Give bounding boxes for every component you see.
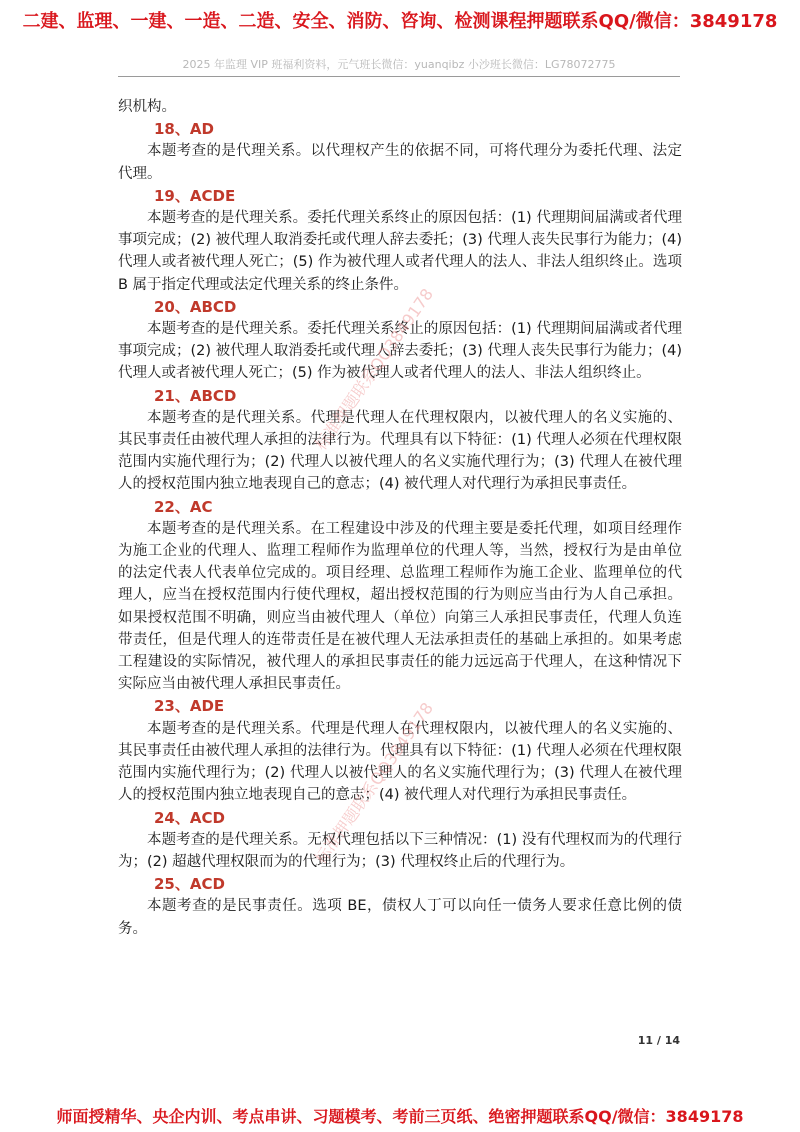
answer-heading: 20、ABCD bbox=[154, 297, 237, 316]
explanation-paragraph: 本题考查的是代理关系。以代理权产生的依据不同，可将代理分为委托代理、法定代理。 bbox=[118, 143, 682, 182]
answer-heading: 19、ACDE bbox=[154, 186, 236, 205]
explanation-paragraph: 织机构。 bbox=[118, 99, 176, 115]
explanation-paragraph: 本题考查的是代理关系。在工程建设中涉及的代理主要是委托代理，如项目经理作为施工企业的代理人、监理工程师作为监理单位的代理人等，当然，授权行为是由单位的法定代表人代表单位完成的。项目经理、总监理工程师作为施工企业、监理单位的代理人，应当在授权范围内行使代理权，超出授权范围的行为则应当由行为人自己承担。如果授权范围不明确，则应当由被代理人（单位）向第三人承担民事责任，代理人负连带责任，但是代理人的连带责任是在被代理人无法承担责任的基础上承担的。如果考虑工程建设的实际情况，被代理人的承担民事责任的能力远远高于代理人，在这种情况下实际应当由被代理人承担民事责任。 bbox=[118, 520, 682, 693]
top-promo-banner: 二建、监理、一建、一造、二造、安全、消防、咨询、检测课程押题联系QQ/微信：3849178 bbox=[22, 11, 778, 32]
explanation-paragraph: 本题考查的是代理关系。无权代理包括以下三种情况：(1) 没有代理权而为的代理行为；(2) 超越代理权限而为的代理行为；(3) 代理权终止后的代理行为。 bbox=[118, 831, 682, 870]
answer-heading: 24、ACD bbox=[154, 808, 225, 827]
answer-heading: 23、ADE bbox=[154, 697, 225, 716]
page-header-text: 2025 年监理 VIP 班福利资料，元气班长微信：yuanqibz 小沙班长微信：LG78072775 bbox=[182, 58, 616, 71]
answer-heading: 18、AD bbox=[154, 120, 214, 139]
explanation-paragraph: 本题考查的是代理关系。委托代理关系终止的原因包括：(1) 代理期间届满或者代理事项完成；(2) 被代理人取消委托或代理人辞去委托；(3) 代理人丧失民事行为能力；(4) 代理人或者被代理人死亡；(5) 作为被代理人或者代理人的法人、非法人组织终止。选项 B 属于指定代理或法定代理关系的终止条件。 bbox=[118, 210, 682, 293]
explanation-paragraph: 本题考查的是代理关系。代理是代理人在代理权限内，以被代理人的名义实施的、其民事责任由被代理人承担的法律行为。代理具有以下特征：(1) 代理人必须在代理权限范围内实施代理行为；(2) 代理人以被代理人的名义实施代理行为；(3) 代理人在被代理人的授权范围内独立地表现自己的意志；(4) 被代理人对代理行为承担民事责任。 bbox=[118, 409, 682, 493]
page-number: 11 / 14 bbox=[637, 1034, 680, 1047]
header-divider bbox=[118, 76, 680, 77]
explanation-paragraph: 本题考查的是代理关系。代理是代理人在代理权限内，以被代理人的名义实施的、其民事责任由被代理人承担的法律行为。代理具有以下特征：(1) 代理人必须在代理权限范围内实施代理行为；(2) 代理人以被代理人的名义实施代理行为；(3) 代理人在被代理人的授权范围内独立地表现自己的意志；(4) 被代理人对代理行为承担民事责任。 bbox=[118, 720, 682, 804]
answer-heading: 21、ABCD bbox=[154, 386, 237, 405]
diagonal-watermark: 标准押题联系QQ3849178 bbox=[311, 698, 437, 868]
explanation-paragraph: 本题考查的是民事责任。选项 BE，债权人丁可以向任一债务人要求任意比例的债务。 bbox=[118, 898, 682, 937]
explanation-paragraph: 本题考查的是代理关系。委托代理关系终止的原因包括：(1) 代理期间届满或者代理事项完成；(2) 被代理人取消委托或代理人辞去委托；(3) 代理人丧失民事行为能力；(4) 代理人或者被代理人死亡；(5) 作为被代理人或者代理人的法人、非法人组织终止。 bbox=[118, 321, 682, 382]
diagonal-watermark: 标准押题联系QQ3849178 bbox=[311, 284, 437, 454]
answer-heading: 22、AC bbox=[154, 497, 213, 516]
document-body bbox=[118, 96, 682, 940]
answer-heading: 25、ACD bbox=[154, 875, 225, 894]
bottom-promo-banner: 师面授精华、央企内训、考点串讲、习题模考、考前三页纸、绝密押题联系QQ/微信：3849178 bbox=[56, 1106, 744, 1126]
